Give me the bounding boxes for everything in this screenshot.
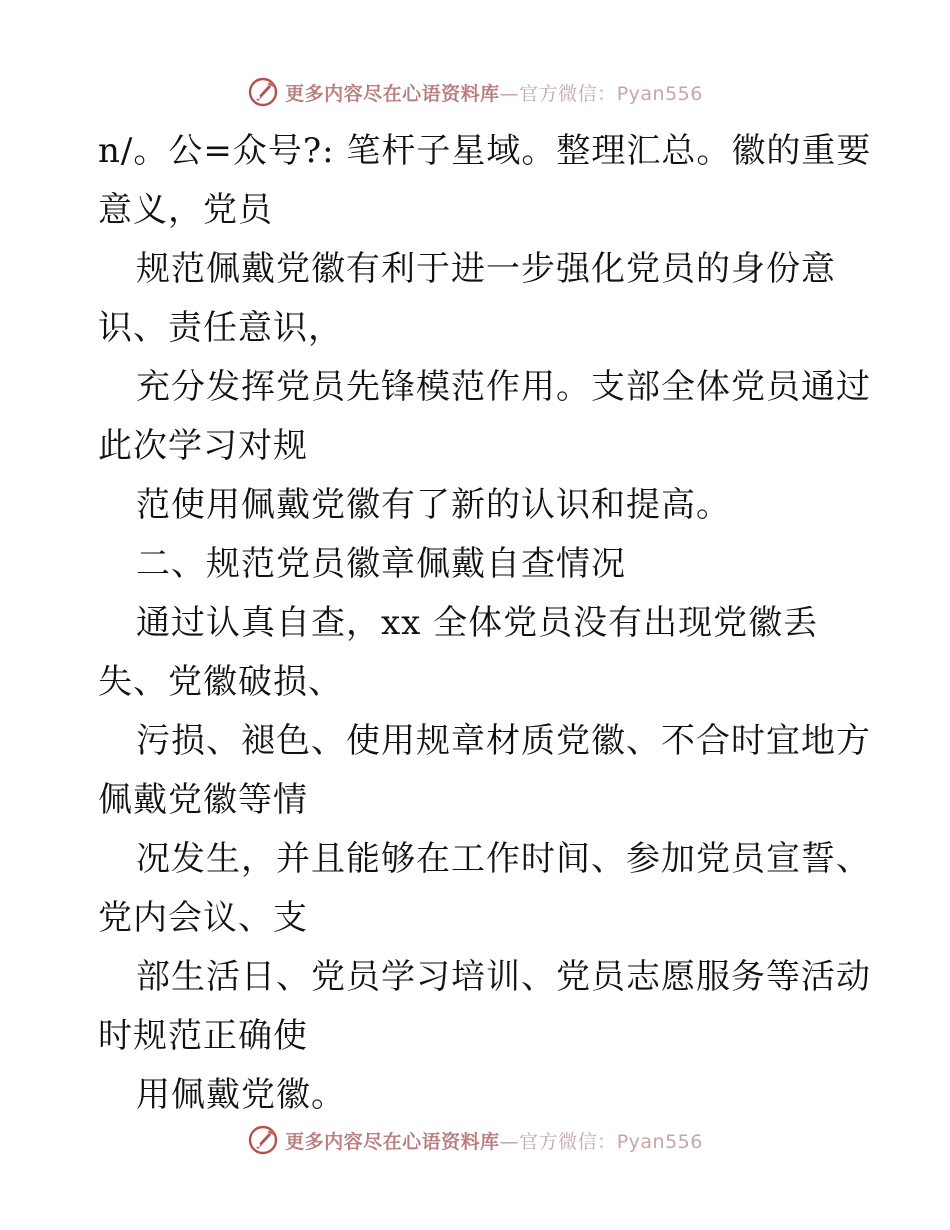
- text-line: 充分发挥党员先锋模范作用。支部全体党员通过: [136, 367, 871, 407]
- header-watermark-banner: [0, 72, 950, 112]
- text-line: 污损、褪色、使用规章材质党徽、不合时宜地方: [136, 721, 871, 761]
- watermark-text: [285, 79, 703, 106]
- text-line: 识、责任意识，: [98, 308, 343, 348]
- section-heading: 二、规范党员徽章佩戴自查情况: [136, 544, 626, 584]
- watermark-label: 官方微信：: [519, 1130, 617, 1153]
- text-line: 部生活日、党员学习培训、党员志愿服务等活动: [136, 957, 871, 997]
- text-line: 意义，党员: [98, 190, 273, 230]
- quill-logo-icon: [247, 1124, 279, 1156]
- watermark-label: 官方微信：: [519, 82, 617, 105]
- watermark-separator: —: [499, 1130, 520, 1153]
- watermark-brand: 更多内容尽在心语资料库: [285, 82, 500, 105]
- text-line: 时规范正确使: [98, 1016, 308, 1056]
- text-line: 失、党徽破损、: [98, 662, 343, 702]
- quill-logo-icon: [247, 76, 279, 108]
- text-line: 用佩戴党徽。: [136, 1075, 346, 1115]
- text-line: 规范佩戴党徽有利于进一步强化党员的身份意: [136, 249, 836, 289]
- document-body: [98, 122, 872, 1125]
- text-line: 佩戴党徽等情: [98, 780, 308, 820]
- watermark-brand: 更多内容尽在心语资料库: [285, 1130, 500, 1153]
- watermark-separator: —: [499, 82, 520, 105]
- text-line: n/。公=众号?: 笔杆子星域。整理汇总。徽的重要: [98, 131, 872, 171]
- watermark-wechat-id: Pyan556: [616, 1130, 703, 1153]
- watermark-wechat-id: Pyan556: [616, 82, 703, 105]
- watermark-text: [285, 1127, 703, 1154]
- text-line: 况发生，并且能够在工作时间、参加党员宣誓、: [136, 839, 871, 879]
- text-line: 此次学习对规: [98, 426, 308, 466]
- text-line: 通过认真自查，xx 全体党员没有出现党徽丢: [136, 603, 819, 643]
- text-line: 范使用佩戴党徽有了新的认识和提高。: [136, 485, 731, 525]
- text-line: 党内会议、支: [98, 898, 308, 938]
- footer-watermark-banner: [0, 1120, 950, 1160]
